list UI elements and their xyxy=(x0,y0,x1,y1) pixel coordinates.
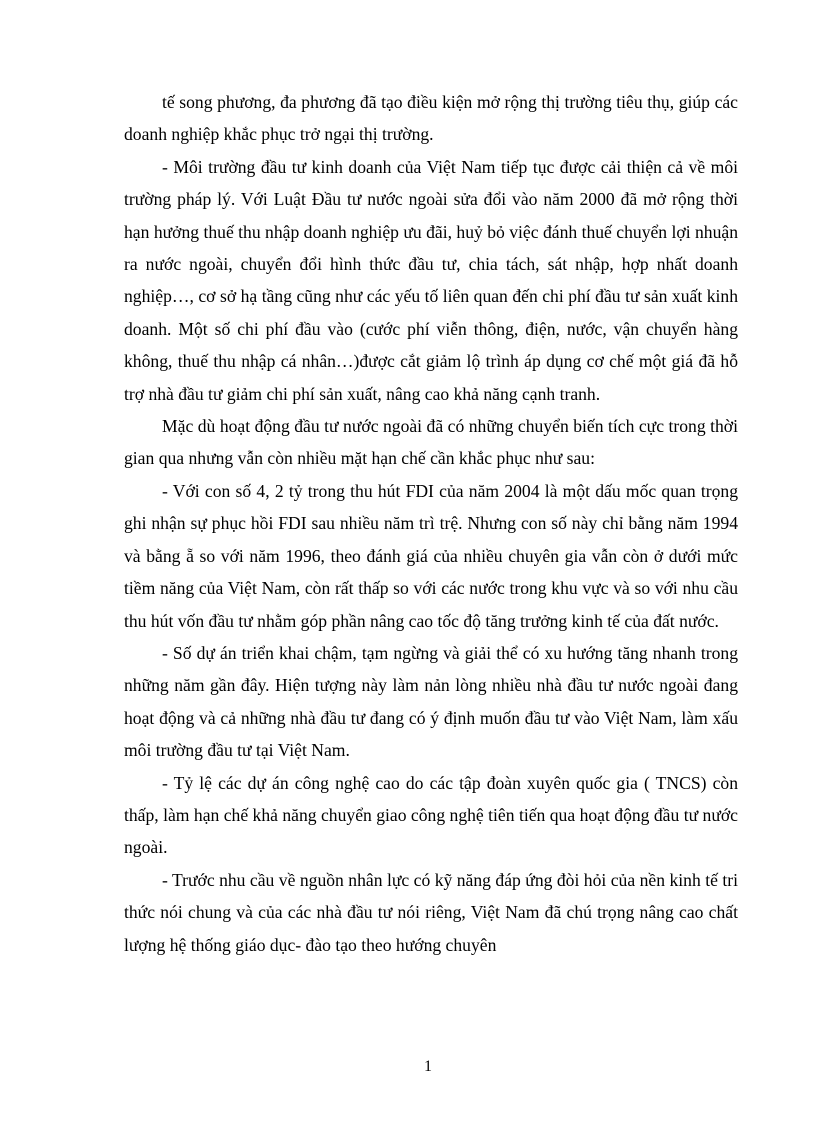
paragraph-limitations-intro: Mặc dù hoạt động đầu tư nước ngoài đã có những chuyển biến tích cực trong thời gian qua nhưng vẫn còn nhiều mặt hạn chế cần khắc phục như sau: xyxy=(124,416,738,469)
paragraph-fdi-figures: - Với con số 4, 2 tỷ trong thu hút FDI của năm 2004 là một dấu mốc quan trọng ghi nhận sự phục hồi FDI sau nhiều năm trì trệ. Nhưng con số này chỉ bằng năm 1994 và bằng ẵ so với năm 1996, theo đánh giá của nhiều chuyên gia vẫn còn ở dưới mức tiềm năng của Việt Nam, còn rất thấp so với các nước trong khu vực và so với nhu cầu thu hút vốn đầu tư nhằm góp phần nâng cao tốc độ tăng trưởng kinh tế của đất nước. xyxy=(124,480,738,631)
page-number: 1 xyxy=(424,1058,432,1075)
paragraph-continuation: tế song phương, đa phương đã tạo điều kiện mở rộng thị trường tiêu thụ, giúp các doanh nghiệp khắc phục trở ngại thị trường. xyxy=(124,92,738,145)
body-text xyxy=(124,86,738,961)
paragraph-delayed-projects: - Số dự án triển khai chậm, tạm ngừng và giải thể có xu hướng tăng nhanh trong những năm gần đây. Hiện tượng này làm nản lòng nhiều nhà đầu tư nước ngoài đang hoạt động và cả những nhà đầu tư đang có ý định muốn đầu tư vào Việt Nam, làm xấu môi trường đầu tư tại Việt Nam. xyxy=(124,642,738,761)
paragraph-human-resources: - Trước nhu cầu về nguồn nhân lực có kỹ năng đáp ứng đòi hỏi của nền kinh tế tri thức nói chung và của các nhà đầu tư nói riêng, Việt Nam đã chú trọng nâng cao chất lượng hệ thống giáo dục- đào tạo theo hướng chuyên xyxy=(124,869,738,955)
paragraph-investment-environment: - Môi trường đầu tư kinh doanh của Việt Nam tiếp tục được cải thiện cả về môi trường pháp lý. Với Luật Đầu tư nước ngoài sửa đổi vào năm 2000 đã mở rộng thời hạn hưởng thuế thu nhập doanh nghiệp ưu đãi, huỷ bỏ việc đánh thuế chuyển lợi nhuận ra nước ngoài, chuyển đổi hình thức đầu tư, chia tách, sát nhập, hợp nhất doanh nghiệp…, cơ sở hạ tầng cũng như các yếu tố liên quan đến chi phí đầu tư sản xuất kinh doanh. Một số chi phí đầu vào (cước phí viễn thông, điện, nước, vận chuyển hàng không, thuế thu nhập cá nhân…)được cắt giảm lộ trình áp dụng cơ chế một giá đã hỗ trợ nhà đầu tư giảm chi phí sản xuất, nâng cao khả năng cạnh tranh. xyxy=(124,156,738,404)
paragraph-high-tech-ratio: - Tỷ lệ các dự án công nghệ cao do các tập đoàn xuyên quốc gia ( TNCS) còn thấp, làm hạn chế khả năng chuyển giao công nghệ tiên tiến qua hoạt động đầu tư nước ngoài. xyxy=(124,772,738,858)
